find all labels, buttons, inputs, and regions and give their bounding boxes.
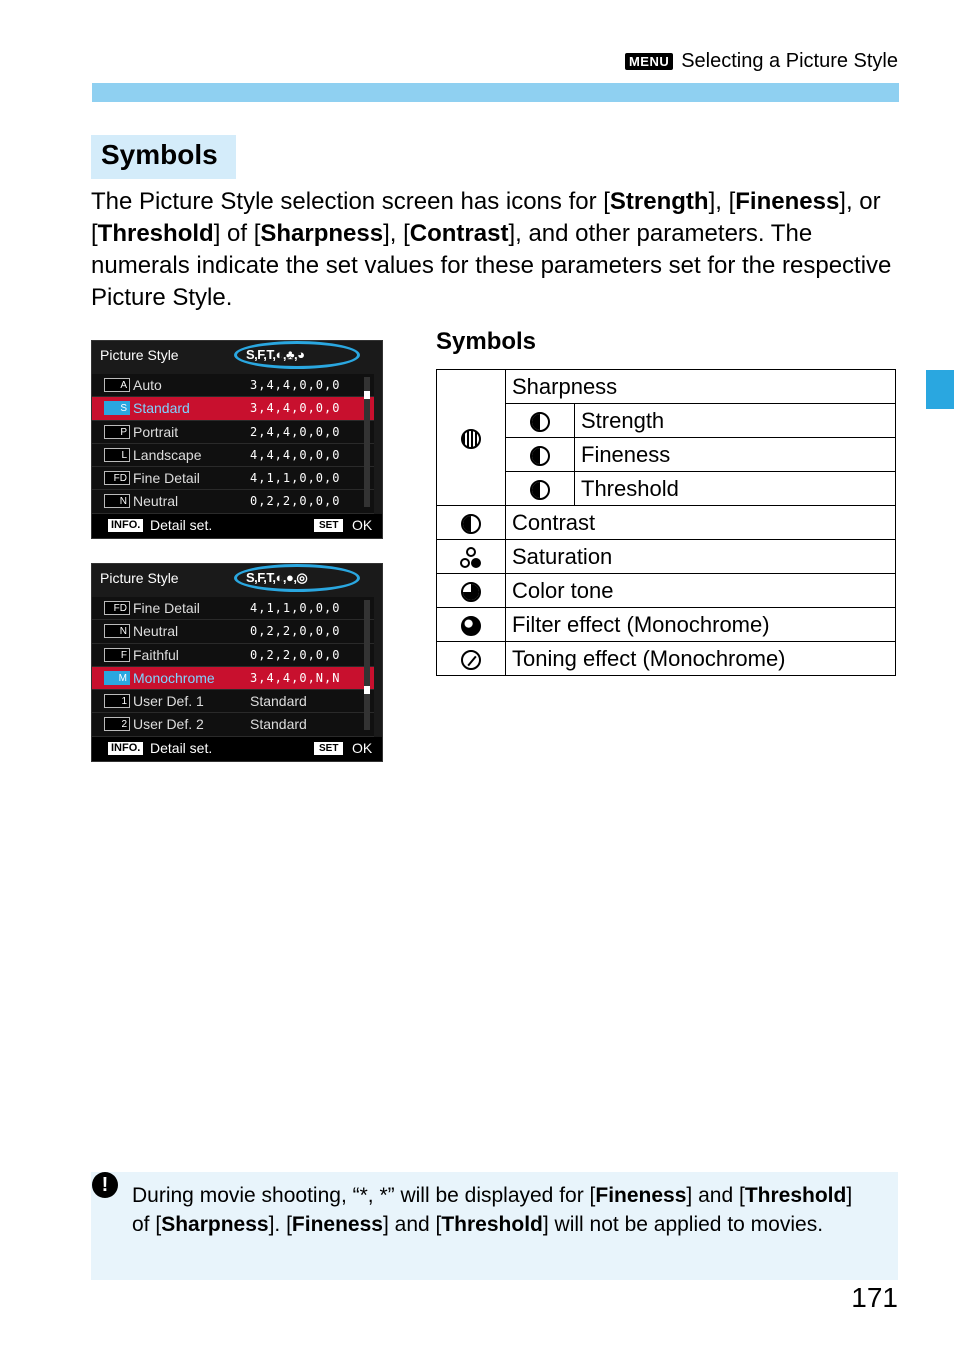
list-item[interactable]	[92, 597, 374, 620]
style-icon: N	[104, 494, 130, 508]
running-header	[625, 50, 898, 73]
style-icon: 2	[104, 717, 130, 731]
style-name: Auto	[133, 377, 162, 393]
intro-bold: Strength	[609, 188, 709, 215]
list-item[interactable]	[92, 467, 374, 490]
style-name: Fine Detail	[133, 600, 200, 616]
style-icon: M	[104, 671, 130, 685]
caution-text	[132, 1181, 872, 1239]
intro-text: ], [	[708, 188, 736, 215]
color-tone-symbol-cell	[437, 574, 506, 608]
intro-text: ], or [	[91, 188, 881, 247]
style-name: Faithful	[133, 646, 179, 663]
table-row	[437, 472, 896, 506]
caution-span: ] will not be applied to movies.	[542, 1213, 824, 1236]
contrast-symbol-cell	[437, 506, 506, 540]
caution-bold: Fineness	[595, 1184, 687, 1207]
scrollbar-thumb[interactable]	[364, 391, 370, 399]
strength-symbol-cell	[506, 404, 575, 438]
table-row	[437, 540, 896, 574]
ok-label: OK	[352, 517, 373, 533]
intro-bold: Fineness	[735, 188, 840, 215]
set-button[interactable]: SET	[314, 742, 343, 755]
contrast-label: Contrast	[506, 506, 896, 540]
parameter-icons: S,F,T,◐,●,◎	[246, 570, 308, 585]
caution-span: ]. [	[268, 1213, 292, 1236]
info-button[interactable]: INFO.	[108, 519, 143, 532]
fineness-symbol-cell	[506, 438, 575, 472]
style-values: 3,4,4,0,N,N	[250, 670, 341, 685]
style-values: 2,4,4,0,0,0	[250, 424, 341, 439]
strength-icon	[530, 412, 550, 432]
section-heading	[91, 135, 236, 179]
style-values: Standard	[250, 716, 307, 733]
table-row	[437, 370, 896, 404]
list-item[interactable]	[92, 421, 374, 444]
strength-label: Strength	[575, 404, 896, 438]
list-item[interactable]	[92, 620, 374, 643]
sharpness-icon	[461, 429, 481, 449]
fineness-icon	[530, 446, 550, 466]
intro-text: ], and other parameters. The numerals indicate the set values for these parameters set for the respective Picture Style.	[91, 220, 892, 311]
style-values: 0,2,2,0,0,0	[250, 624, 341, 639]
sharpness-symbol-cell	[437, 370, 506, 506]
symbols-table	[436, 369, 896, 676]
camera-screen-1	[91, 340, 383, 539]
saturation-label: Saturation	[506, 540, 896, 574]
style-icon: 1	[104, 694, 130, 708]
intro-bold: Sharpness	[260, 220, 384, 247]
menu-icon: MENU	[625, 53, 673, 70]
style-list	[92, 597, 374, 737]
detail-label: Detail set.	[150, 517, 213, 533]
ok-label: OK	[352, 740, 373, 756]
list-item[interactable]	[92, 490, 374, 513]
style-name: User Def. 2	[133, 716, 204, 733]
list-item[interactable]	[92, 444, 374, 467]
style-list	[92, 374, 374, 514]
intro-text: The Picture Style selection screen has icons for [	[91, 188, 610, 215]
table-row	[437, 506, 896, 540]
style-name: Landscape	[133, 446, 202, 463]
screen-title: Picture Style	[100, 570, 179, 586]
table-row	[437, 438, 896, 472]
table-row	[437, 642, 896, 676]
style-values: 3,4,4,0,0,0	[250, 401, 341, 416]
style-icon: A	[104, 378, 130, 392]
caution-span: ] of [	[132, 1184, 853, 1236]
style-icon: P	[104, 425, 130, 439]
list-item[interactable]	[92, 644, 374, 667]
intro-bold: Contrast	[409, 220, 509, 247]
fineness-label: Fineness	[575, 438, 896, 472]
section-heading-text: Symbols	[101, 139, 218, 170]
screen-title: Picture Style	[100, 347, 179, 363]
style-name: Neutral	[133, 493, 179, 510]
threshold-icon	[530, 480, 550, 500]
screen-footer	[92, 737, 382, 761]
saturation-icon	[460, 547, 482, 569]
filter-effect-label: Filter effect (Monochrome)	[506, 608, 896, 642]
list-item[interactable]	[92, 374, 374, 397]
filter-effect-icon	[461, 616, 481, 636]
page-number: 171	[851, 1282, 898, 1313]
style-values: Standard	[250, 693, 307, 710]
header-rule	[92, 83, 899, 102]
intro-text: ], [	[383, 220, 410, 247]
threshold-symbol-cell	[506, 472, 575, 506]
scrollbar[interactable]	[364, 377, 370, 507]
style-values: 4,4,4,0,0,0	[250, 447, 341, 462]
caution-span: During movie shooting, “*, *” will be displayed for [	[132, 1184, 596, 1207]
style-name: Neutral	[133, 623, 179, 640]
toning-effect-label: Toning effect (Monochrome)	[506, 642, 896, 676]
style-icon: FD	[104, 471, 130, 485]
style-name: Fine Detail	[133, 470, 200, 487]
camera-screen-2	[91, 563, 383, 762]
table-row	[437, 574, 896, 608]
symbols-title: Symbols	[436, 328, 537, 355]
set-button[interactable]: SET	[314, 519, 343, 532]
style-values: 0,2,2,0,0,0	[250, 647, 341, 662]
style-name: Portrait	[133, 423, 179, 440]
caution-span: ] and [	[686, 1184, 745, 1207]
filter-symbol-cell	[437, 608, 506, 642]
caution-icon: !	[92, 1172, 118, 1198]
style-values: 0,2,2,0,0,0	[250, 494, 341, 509]
color-tone-icon	[461, 582, 481, 602]
contrast-icon	[461, 514, 481, 534]
style-name: Standard	[133, 400, 190, 417]
caution-bold: Sharpness	[161, 1213, 269, 1236]
intro-bold: Threshold	[97, 220, 214, 247]
detail-label: Detail set.	[150, 740, 213, 756]
style-icon: S	[104, 401, 130, 415]
caution-span: ] and [	[382, 1213, 442, 1236]
style-name: User Def. 1	[133, 693, 204, 710]
style-values: 4,1,1,0,0,0	[250, 601, 341, 615]
toning-symbol-cell	[437, 642, 506, 676]
caution-bold: Fineness	[291, 1213, 383, 1236]
scrollbar-thumb[interactable]	[364, 686, 370, 694]
caution-bold: Threshold	[441, 1213, 543, 1236]
screen-footer	[92, 514, 382, 538]
toning-effect-icon	[461, 650, 481, 670]
style-icon: L	[104, 448, 130, 462]
list-item[interactable]	[92, 713, 374, 736]
style-values: 4,1,1,0,0,0	[250, 471, 341, 486]
info-button[interactable]: INFO.	[108, 742, 143, 755]
saturation-symbol-cell	[437, 540, 506, 574]
sharpness-label: Sharpness	[506, 370, 896, 404]
chapter-tab	[926, 370, 954, 409]
caution-box	[91, 1172, 898, 1280]
list-item[interactable]	[92, 690, 374, 713]
style-icon: N	[104, 624, 130, 638]
style-name: Monochrome	[133, 669, 215, 686]
parameter-icons: S,F,T,◐,♣,◕	[246, 347, 305, 362]
scrollbar[interactable]	[364, 600, 370, 730]
style-values: 3,4,4,0,0,0	[250, 378, 341, 392]
header-title: Selecting a Picture Style	[681, 50, 898, 72]
intro-paragraph	[91, 186, 899, 314]
threshold-label: Threshold	[575, 472, 896, 506]
color-tone-label: Color tone	[506, 574, 896, 608]
table-row	[437, 608, 896, 642]
caution-bold: Threshold	[744, 1184, 847, 1207]
list-item-selected[interactable]	[92, 397, 374, 420]
style-icon: F	[104, 648, 130, 662]
style-icon: FD	[104, 601, 130, 615]
intro-text: ] of [	[213, 220, 261, 247]
table-row	[437, 404, 896, 438]
list-item-selected[interactable]	[92, 667, 374, 690]
